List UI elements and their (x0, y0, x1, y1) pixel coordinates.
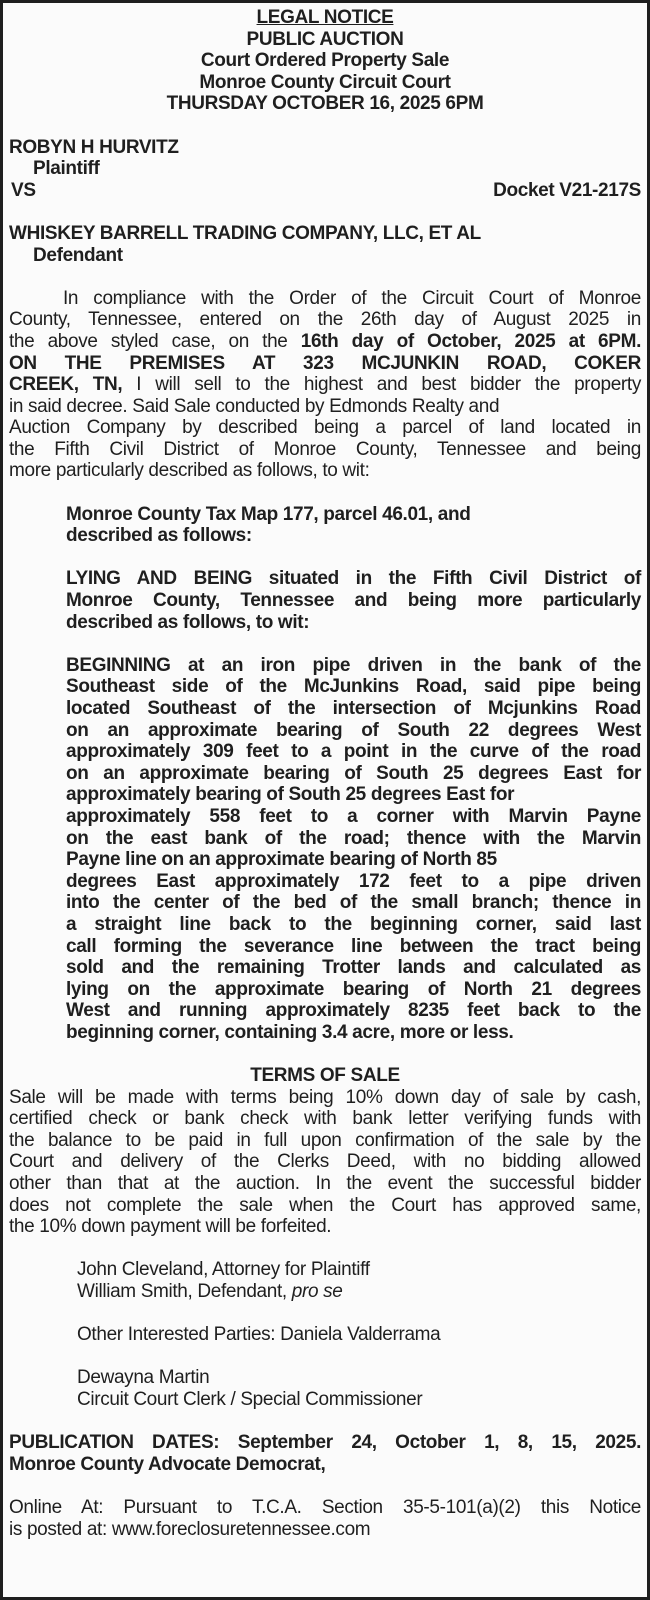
bold-text: ON THE PREMISES AT 323 MCJUNKIN ROAD, COKER (9, 352, 641, 374)
text-line: beginning corner, containing 3.4 acre, more or less. (66, 1021, 514, 1043)
text-line: into the center of the bed of the small branch; thence in (66, 892, 641, 914)
defendant-role: Defendant (33, 244, 123, 266)
bold-text: 16th day of October, 2025 at 6PM. (300, 330, 641, 352)
text-line (9, 288, 641, 310)
lying-and-being-block (9, 568, 641, 633)
text-line (9, 331, 641, 353)
text-line: West and running approximately 8235 feet back to the (66, 1000, 641, 1022)
text-line: Monroe County, Tennessee and being more particularly (66, 590, 641, 612)
versus: VS (11, 179, 36, 201)
terms-heading: TERMS OF SALE (250, 1065, 400, 1087)
text-line: on an approximate bearing of South 25 degrees East for (66, 762, 641, 784)
text-segment: County, Tennessee, entered on the 26th day of August 2025 in (9, 309, 641, 331)
online-url-line: is posted at: www.foreclosuretennessee.com (9, 1518, 371, 1540)
pro-se: pro se (291, 1281, 343, 1303)
signature-block (9, 1259, 641, 1410)
defendant-line (77, 1281, 641, 1303)
header-line: Court Ordered Property Sale (200, 50, 450, 72)
text-line: approximately 309 feet to a point in the curve of the road (66, 741, 641, 763)
text-line (9, 396, 641, 418)
text-segment: the above styled case, on the (9, 330, 301, 352)
text-line: call forming the severance line between the tract being (66, 935, 641, 957)
text-line: approximately 558 feet to a corner with Marvin Payne (66, 805, 641, 827)
text-line: Monroe County Tax Map 177, parcel 46.01, and (66, 503, 471, 525)
text-segment: the Fifth Civil District of Monroe County, Tennessee and being (9, 438, 641, 460)
text-segment: in said decree. Said Sale conducted by Edmonds Realty and (9, 395, 500, 417)
notice-title-text: LEGAL NOTICE (256, 7, 394, 28)
text-line: lying on the approximate bearing of North 21 degrees (66, 978, 641, 1000)
online-line: Online At: Pursuant to T.C.A. Section 35-5-101(a)(2) this Notice (9, 1496, 641, 1518)
text-segment: I will sell to the highest and best bidder the property (122, 374, 641, 396)
text-line (9, 374, 641, 396)
docket-number: Docket V21-217S (493, 179, 641, 201)
text-line: described as follows, to wit: (66, 611, 310, 633)
text-line: certified check or bank check with bank letter verifying funds with (9, 1108, 641, 1130)
intro-paragraph (9, 288, 641, 482)
other-parties-line: Other Interested Parties: Daniela Valderrama (77, 1324, 441, 1346)
text-segment: In compliance with the Order of the Circuit Court of Monroe (63, 287, 641, 309)
text-line: Court and delivery of the Clerks Deed, with no bidding allowed (9, 1151, 641, 1173)
defendant-name: WHISKEY BARRELL TRADING COMPANY, LLC, ET AL (9, 222, 481, 244)
plaintiff-name: ROBYN H HURVITZ (9, 136, 179, 158)
attorney-line: John Cleveland, Attorney for Plaintiff (77, 1259, 370, 1281)
text-line: a straight line back to the beginning corner, said last (66, 913, 641, 935)
auction-date: THURSDAY OCTOBER 16, 2025 6PM (166, 93, 484, 115)
text-segment: Auction Company by described being a parcel of land located in (9, 417, 641, 439)
bold-text: CREEK, TN, (9, 374, 123, 396)
text-line: on the east bank of the road; thence with the Marvin (66, 827, 641, 849)
versus-docket-row (9, 180, 641, 202)
text-line: LYING AND BEING situated in the Fifth Civil District of (66, 568, 641, 590)
clerk-name: Dewayna Martin (77, 1367, 210, 1389)
header-line: PUBLIC AUCTION (246, 28, 404, 50)
text-line: Payne line on an approximate bearing of North 85 (66, 849, 497, 871)
notice-title (9, 7, 641, 29)
publication-dates: PUBLICATION DATES: September 24, October 1, 8, 15, 2025. (9, 1432, 641, 1454)
text-line: approximately bearing of South 25 degrees East for (66, 784, 515, 806)
tax-map-block (9, 504, 641, 547)
text-line (9, 353, 641, 375)
text-line: the balance to be paid in full upon confirmation of the sale by the (9, 1129, 641, 1151)
text-line: located Southeast of the intersection of Mcjunkins Road (66, 698, 641, 719)
text-segment: more particularly described as follows, to wit: (9, 460, 370, 482)
text-line (9, 460, 641, 482)
text-line: sold and the remaining Trotter lands and calculated as (66, 957, 641, 979)
text-line: other than that at the auction. In the event the successful bidder (9, 1173, 641, 1195)
text-line: described as follows: (66, 525, 252, 547)
text-line: BEGINNING at an iron pipe driven in the bank of the (66, 654, 641, 676)
clerk-title: Circuit Court Clerk / Special Commissioner (77, 1389, 423, 1410)
text-line: on an approximate bearing of South 22 degrees West (66, 719, 641, 741)
text-line (9, 439, 641, 461)
text-line: does not complete the sale when the Court has approved same, (9, 1194, 641, 1216)
text-line (9, 417, 641, 439)
text-line: Sale will be made with terms being 10% down day of sale by cash, (9, 1086, 641, 1108)
terms-paragraph (9, 1087, 641, 1238)
header-line: Monroe County Circuit Court (199, 71, 451, 93)
plaintiff-role: Plaintiff (33, 158, 100, 180)
text-line: the 10% down payment will be forfeited. (9, 1216, 332, 1238)
text-line (9, 309, 641, 331)
legal-description-block (9, 655, 641, 1044)
publication-paper: Monroe County Advocate Democrat, (9, 1453, 326, 1475)
text-line: degrees East approximately 172 feet to a pipe driven (66, 870, 641, 892)
defendant-line-text: William Smith, Defendant, (77, 1281, 292, 1303)
text-line: Southeast side of the McJunkins Road, said pipe being (66, 676, 641, 698)
